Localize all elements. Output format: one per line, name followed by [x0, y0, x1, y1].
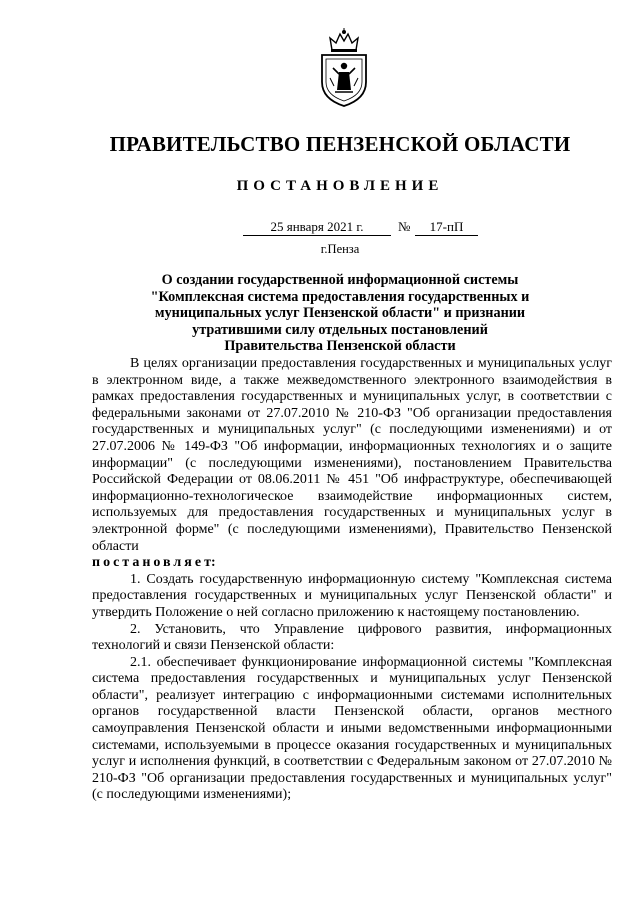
heading-line: муниципальных услуг Пензенской области" и признании: [154, 305, 526, 322]
decree-line: [92, 555, 612, 572]
decree-word-end: т: [204, 555, 211, 571]
heading-line: Правительства Пензенской области: [224, 338, 456, 355]
item-paragraph: 2. Установить, что Управление цифрового развития, информационных технологий и связи Пензенской области:: [92, 621, 612, 654]
heading-line: О создании государственной информационной системы: [161, 272, 519, 288]
document-body: [92, 356, 612, 804]
number-sign: №: [398, 219, 411, 234]
penza-region-coat-of-arms-icon: [315, 28, 373, 108]
decree-colon: :: [210, 555, 216, 571]
heading-line: утратившими силу отдельных постановлений: [192, 321, 488, 338]
document-heading: [60, 272, 620, 355]
heading-line: "Комплексная система предоставления государственных и: [150, 288, 530, 305]
decree-word: постановляе: [92, 555, 205, 571]
item-paragraph: 1. Создать государственную информационную систему "Комплексная система предоставления государственных и муниципальных услуг Пензенской области" и утвердить Положение о ней согласно приложению к настоящему постановлению.: [92, 571, 612, 620]
date-number-line: [0, 218, 640, 238]
document-date: 25 января 2021 г.: [243, 218, 391, 236]
preamble-paragraph: В целях организации предоставления государственных и муниципальных услуг в электронном виде, а также межведомственного электронного взаимодействия в рамках предоставления государственных и муниципальных услуг, в соответствии с федеральными законами от 27.07.2010 № 210-ФЗ "Об организации предоставления государственных и муниципальных услуг" (с последующими изменениями) и от 27.07.2006 № 149-ФЗ "Об информации, информационных технологиях и о защите информации" (с последующими изменениями), постановлением Правительства Российской Федерации от 08.06.2011 № 451 "Об инфраструктуре, обеспечивающей информационно-технологическое взаимодействие информационных систем, используемых для предоставления государственных и муниципальных услуг в электронной форме" (с последующими изменениями), Правительство Пензенской области: [92, 356, 612, 554]
city: г.Пенза: [320, 242, 360, 256]
government-title: ПРАВИТЕЛЬСТВО ПЕНЗЕНСКОЙ ОБЛАСТИ: [109, 132, 571, 156]
item-paragraph: 2.1. обеспечивает функционирование информационной системы "Комплексная система предоставления государственных и муниципальных услуг Пензенской области", реализует интеграцию с информационными системами исполнительных органов государственной власти Пензенской области, органов местного самоуправления Пензенской области и иными ведомственными информационными системами, используемыми в процессе оказания государственных и муниципальных услуг и исполнения функций, в соответствии с Федеральным законом от 27.07.2010 № 210-ФЗ "Об организации предоставления государственных и муниципальных услуг" (с последующими изменениями);: [92, 654, 612, 803]
document-number: 17-пП: [415, 218, 478, 236]
document-type: ПОСТАНОВЛЕНИЕ: [236, 178, 444, 194]
